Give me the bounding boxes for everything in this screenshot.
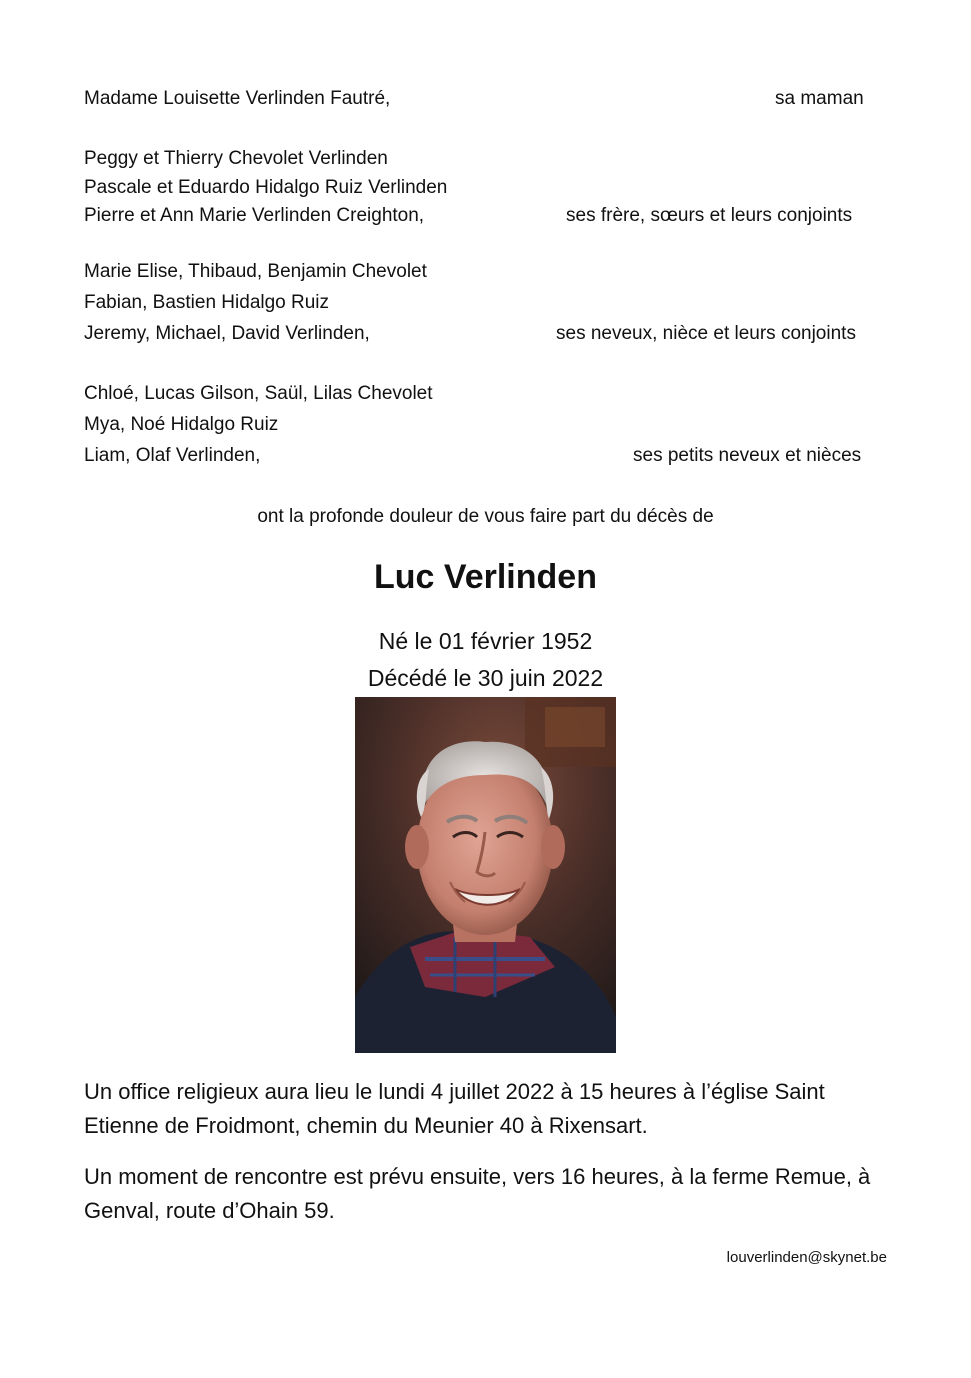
portrait-illustration — [355, 697, 616, 1053]
family-member-line: Jeremy, Michael, David Verlinden, — [84, 323, 370, 344]
relation-label: ses neveux, nièce et leurs conjoints — [556, 323, 856, 344]
death-date: Décédé le 30 juin 2022 — [367, 665, 604, 691]
birth-date: Né le 01 février 1952 — [378, 628, 593, 654]
relation-label: ses petits neveux et nièces — [633, 445, 862, 466]
family-member-line: Chloé, Lucas Gilson, Saül, Lilas Chevolet — [84, 383, 433, 404]
family-member-line: Mya, Noé Hidalgo Ruiz — [84, 414, 279, 435]
family-member-line: Pascale et Eduardo Hidalgo Ruiz Verlinden — [84, 177, 448, 198]
family-member-line: Madame Louisette Verlinden Fautré, — [84, 88, 391, 109]
announcement-text: ont la profonde douleur de vous faire part du décès de — [257, 506, 714, 527]
ceremony-info: Un office religieux aura lieu le lundi 4 juillet 2022 à 15 heures à l’église Saint Etienne de Froidmont, chemin du Meunier 40 à Rixensart. — [84, 1079, 825, 1138]
relation-label: ses frère, sœurs et leurs conjoints — [566, 205, 853, 226]
family-member-line: Peggy et Thierry Chevolet Verlinden — [84, 148, 388, 169]
portrait-photo — [355, 697, 616, 1053]
family-member-line: Marie Elise, Thibaud, Benjamin Chevolet — [84, 261, 427, 282]
family-member-line: Pierre et Ann Marie Verlinden Creighton, — [84, 205, 425, 226]
deceased-name: Luc Verlinden — [374, 558, 597, 596]
contact-email: louverlinden@skynet.be — [726, 1249, 887, 1266]
relation-label: sa maman — [775, 88, 864, 109]
family-member-line: Fabian, Bastien Hidalgo Ruiz — [84, 292, 330, 313]
family-member-line: Liam, Olaf Verlinden, — [84, 445, 261, 466]
reception-info: Un moment de rencontre est prévu ensuite, vers 16 heures, à la ferme Remue, à Genval, route d’Ohain 59. — [84, 1164, 871, 1223]
